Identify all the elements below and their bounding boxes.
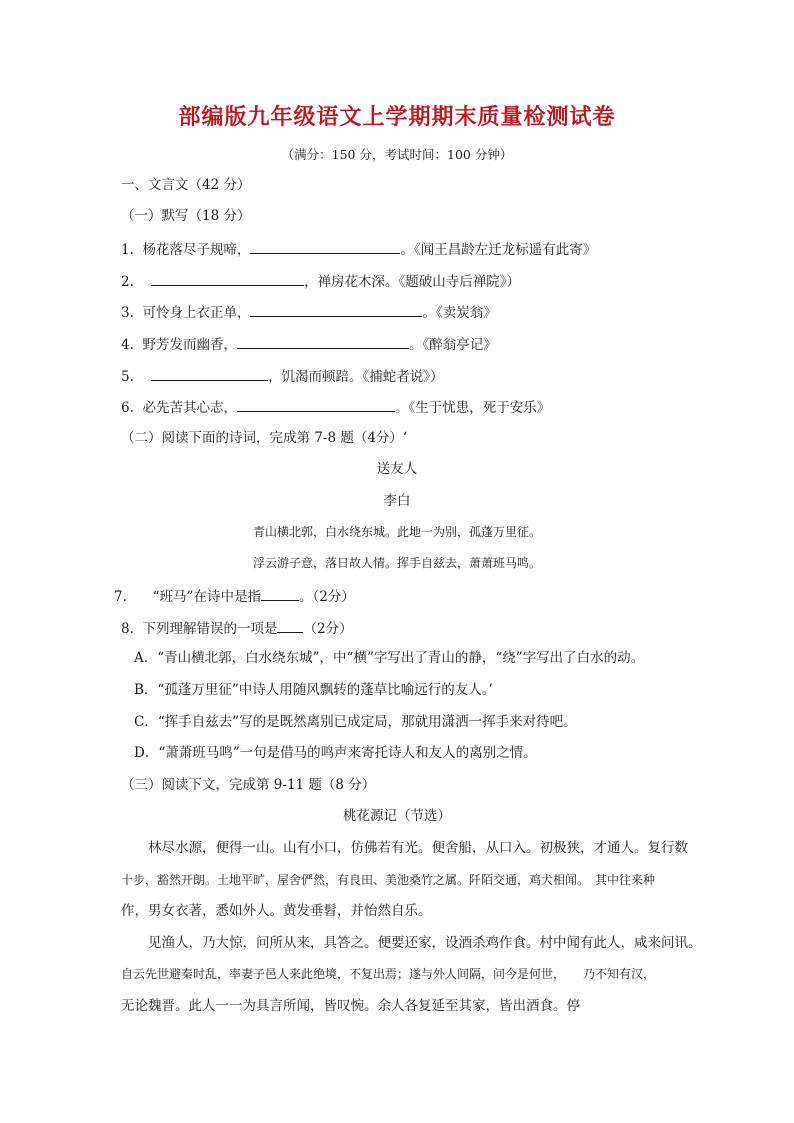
exam-info: （满分：150 分，考试时间：100 分钟） [281, 147, 513, 162]
passage-line: 见渔人，乃大惊，问所从来，具答之。便要还家，设酒杀鸡作食。村中闻有此人，咸来问讯。 [148, 935, 702, 951]
passage-line: 林尽水源，便得一山。山有小口，仿佛若有光。便舍船，从口入。初极狭，才通人。复行数 [148, 840, 688, 856]
part3-heading: （三）阅读下文，完成第 9-11 题（8 分） [121, 777, 376, 793]
passage-line: 十步，豁然开朗。土地平旷，屋舍俨然，有良田、美池桑竹之属。阡陌交通，鸡犬相闻。 其中往来种 [121, 873, 656, 887]
answer-blank[interactable] [277, 617, 303, 633]
question-text: 下列理解错误的一项是 [142, 621, 278, 637]
dictation-item-1 [121, 238, 596, 260]
poem-line: 浮云游子意，落日故人情。挥手自兹去，萧萧班马鸣。 [252, 556, 541, 570]
option-d: D．“萧萧班马鸣”一句是借马的鸣声来寄托诗人和友人的离别之情。 [134, 745, 537, 761]
dictation-item-5 [121, 365, 444, 387]
item-source: 。《闻王昌龄左迁龙标遥有此寄》 [400, 242, 597, 258]
item-source: 。《醉翁亭记》 [408, 337, 497, 353]
dictation-item-3 [121, 301, 497, 323]
question-number: 7. [114, 589, 127, 605]
question-7 [114, 585, 355, 607]
answer-blank[interactable] [261, 585, 299, 601]
item-number: 1. [121, 242, 134, 258]
poem-title: 送友人 [376, 461, 418, 477]
question-number: 8. [121, 621, 134, 637]
passage-line: 无论魏晋。此人一一为具言所闻，皆叹惋。余人各复延至其家，皆出酒食。停 [121, 998, 580, 1014]
passage-title: 桃花源记（节选） [343, 808, 451, 824]
answer-blank[interactable] [237, 333, 409, 349]
item-number: 6. [121, 400, 134, 416]
section-heading: 一、文言文（42 分） [121, 177, 251, 193]
item-prompt: 必先苦其心志， [142, 400, 237, 416]
item-number: 3. [121, 305, 134, 321]
dictation-item-4 [121, 333, 497, 355]
item-source: 。《生于忧患，死于安乐》 [394, 400, 551, 416]
option-b: B．“孤蓬万里征”中诗人用随风飘转的蓬草比喻远行的友人。’ [134, 682, 493, 698]
dictation-item-2 [121, 270, 520, 292]
item-prompt: 可怜身上衣正单， [142, 305, 251, 321]
part1-heading: （一）默写（18 分） [121, 208, 251, 224]
item-source: 。《卖炭翁》 [422, 305, 497, 321]
item-number: 2. [121, 274, 134, 290]
question-points: （2分） [303, 621, 353, 637]
answer-blank[interactable] [151, 365, 268, 381]
item-prompt: 野芳发而幽香， [142, 337, 237, 353]
item-prompt: 杨花落尽子规啼， [142, 242, 251, 258]
passage-line: 作，男女衣著，悉如外人。黄发垂髫，并怡然自乐。 [121, 903, 432, 919]
dictation-item-6 [121, 396, 550, 418]
item-number: 5. [121, 369, 134, 385]
answer-blank[interactable] [250, 238, 400, 254]
poem-author: 李白 [383, 493, 411, 509]
option-c: C．“挥手自兹去”写的是既然离别已成定局，那就用潇洒一挥手来对待吧。 [134, 714, 577, 730]
answer-blank[interactable] [151, 270, 304, 286]
question-points: 。（2分） [298, 589, 355, 605]
answer-blank[interactable] [250, 301, 422, 317]
page-title: 部编版九年级语文上学期期末质量检测试卷 [178, 105, 616, 130]
part2-heading: （二）阅读下面的诗词，完成第 7-8 题（4分）‘ [121, 430, 408, 446]
answer-blank[interactable] [237, 396, 395, 412]
item-number: 4. [121, 337, 134, 353]
passage-line: 自云先世避秦时乱，率妻子邑人来此绝境，不复出焉；遂与外人间隔，问今是何世， 乃不知有汉， [121, 967, 656, 981]
item-source: ，禅房花木深。《题破山寺后禅院》） [304, 274, 521, 290]
option-a: A．“青山横北郭，白水绕东城”，中“横”字写出了青山的静，“绕”字写出了白水的动。 [134, 650, 645, 666]
question-text: “班马”在诗中是指 [152, 589, 261, 605]
poem-line: 青山横北郭，白水绕东城。此地一为别，孤蓬万里征。 [252, 525, 541, 539]
item-source: ，饥渴而顿踣。《捕蛇者说》） [268, 369, 444, 385]
question-8 [121, 617, 353, 639]
